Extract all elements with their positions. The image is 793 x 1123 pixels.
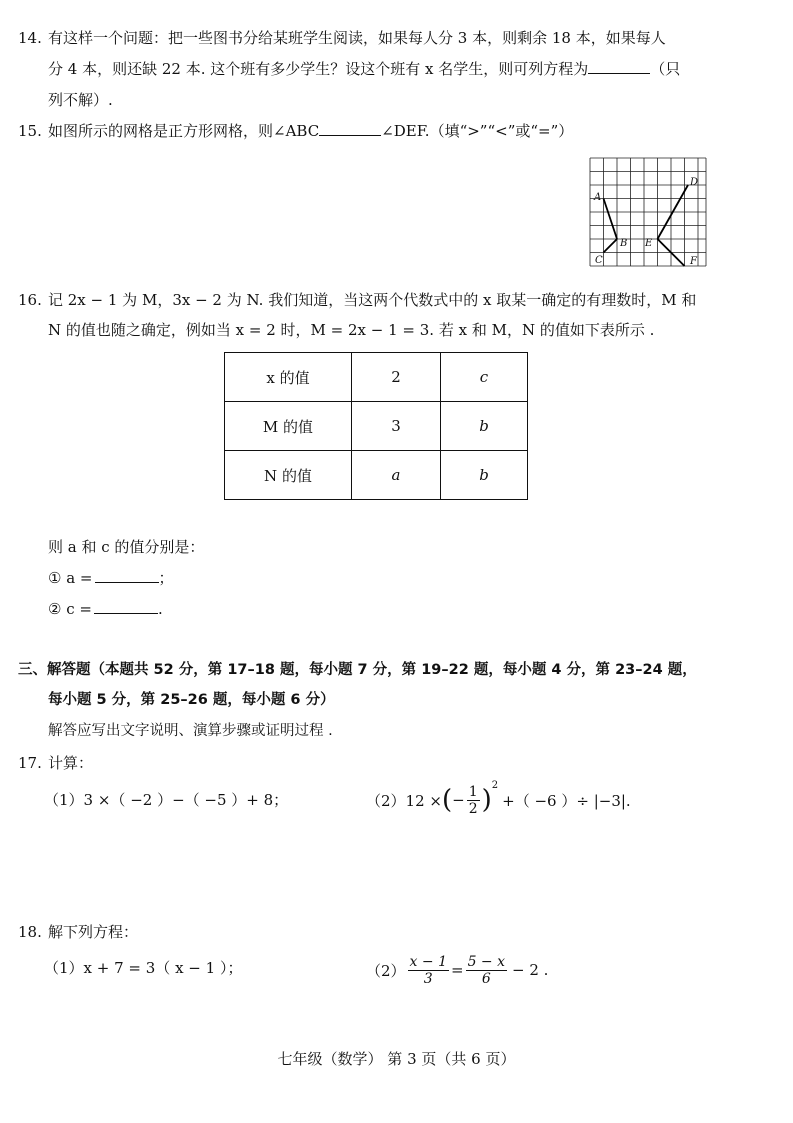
table-cell: 3: [352, 402, 441, 451]
answer-1-label: ① a =: [48, 569, 93, 587]
q16-answer-1: [48, 568, 174, 588]
q15-grid-figure: [586, 154, 710, 270]
q17-part2: [366, 778, 631, 822]
q16-line2: N 的值也随之确定，例如当 x = 2 时，M = 2x − 1 = 3. 若 x 和 M，N 的值如下表所示 .: [48, 321, 655, 339]
table-row: [225, 402, 528, 451]
q18-part2: [366, 950, 548, 990]
fraction-right-denominator: 6: [481, 970, 491, 987]
fraction-left: [408, 954, 449, 987]
section3-instructions: 解答应写出文字说明、演算步骤或证明过程 .: [48, 723, 333, 739]
fraction-right-numerator: 5 − x: [467, 953, 505, 970]
table-row: [225, 353, 528, 402]
left-paren: (: [441, 785, 453, 815]
q18-number: 18.: [18, 923, 42, 941]
table-cell: M 的值: [225, 402, 352, 451]
fraction-right: [466, 954, 507, 987]
table-cell: b: [441, 402, 528, 451]
q14-line2-end: （只: [650, 60, 681, 78]
q16-answer-2: [48, 599, 163, 619]
q16-number: 16.: [18, 291, 42, 309]
q16-ask: 则 a 和 c 的值分别是：: [48, 538, 205, 556]
q15-answer-blank[interactable]: [319, 121, 381, 136]
fraction-numerator: 1: [468, 783, 478, 800]
answer-2-blank[interactable]: [94, 599, 158, 614]
section3-heading-line2: 每小题 5 分，第 25–26 题，每小题 6 分）: [48, 692, 335, 708]
q15-number: 15.: [18, 122, 42, 140]
fraction-denominator: 2: [468, 800, 478, 817]
table-cell: 2: [352, 353, 441, 402]
equals-sign: =: [450, 961, 464, 979]
fraction-left-numerator: x − 1: [409, 953, 447, 970]
label-c: C: [595, 255, 603, 266]
segment-ab: [604, 199, 618, 240]
q14-number: 14.: [18, 29, 42, 47]
table-cell: c: [441, 353, 528, 402]
answer-1-end: ；: [158, 569, 174, 587]
label-b: B: [620, 238, 628, 249]
fraction-half: [467, 784, 480, 817]
label-e: E: [645, 238, 653, 249]
q14-line3: 列不解）.: [48, 91, 113, 109]
answer-1-blank[interactable]: [95, 568, 159, 583]
q18-part1: （1）x + 7 = 3（ x − 1 ）；: [44, 959, 243, 977]
table-row: [225, 451, 528, 500]
answer-2-label: ② c =: [48, 600, 92, 618]
q16-line1: 记 2x − 1 为 M，3x − 2 为 N. 我们知道，当这两个代数式中的 x 取某一确定的有理数时，M 和: [48, 291, 697, 309]
exponent: 2: [491, 780, 499, 791]
section3-heading: 三、解答题（本题共 52 分，第 17–18 题，每小题 7 分，第 19–22 题，每小题 4 分，第 23–24 题，: [18, 662, 697, 678]
q14-answer-blank[interactable]: [588, 59, 650, 74]
q18-title: 解下列方程：: [48, 923, 139, 941]
q17-part2-suffix: +（ −6 ）÷ |−3|.: [502, 791, 631, 810]
q15-text-a: 如图所示的网格是正方形网格，则∠ABC: [48, 122, 320, 140]
fraction-left-denominator: 3: [423, 970, 433, 987]
q18-part2-prefix: （2）: [366, 961, 406, 980]
label-f: F: [690, 256, 697, 267]
table-cell: N 的值: [225, 451, 352, 500]
q14-line2-text: 分 4 本，则还缺 22 本. 这个班有多少学生？设这个班有 x 名学生，则可列方程为: [48, 60, 589, 78]
q15-text-b: ∠DEF.（填“>”“<”或“=”）: [381, 122, 574, 140]
q17-number: 17.: [18, 754, 42, 772]
q14-line2: [48, 59, 680, 79]
table-cell: b: [441, 451, 528, 500]
q17-part2-prefix: （2）12 ×: [366, 791, 442, 810]
label-d: D: [690, 177, 699, 188]
segment-bc: [604, 239, 618, 253]
q14-line1: 有这样一个问题：把一些图书分给某班学生阅读，如果每人分 3 本，则剩余 18 本，如果每人: [48, 29, 666, 47]
minus-sign: −: [452, 791, 465, 809]
right-paren: ): [481, 785, 492, 815]
table-cell: a: [352, 451, 441, 500]
q17-title: 计算：: [48, 754, 94, 772]
label-a: A: [594, 192, 602, 203]
q15-text: [48, 121, 573, 141]
answer-2-end: .: [157, 600, 163, 618]
q17-part1: （1）3 ×（ −2 ）−（ −5 ）+ 8；: [44, 791, 289, 809]
page-footer: 七年级（数学） 第 3 页（共 6 页）: [277, 1050, 516, 1068]
q16-value-table: [224, 352, 528, 500]
table-cell: x 的值: [225, 353, 352, 402]
q18-part2-suffix: − 2 .: [512, 961, 549, 979]
